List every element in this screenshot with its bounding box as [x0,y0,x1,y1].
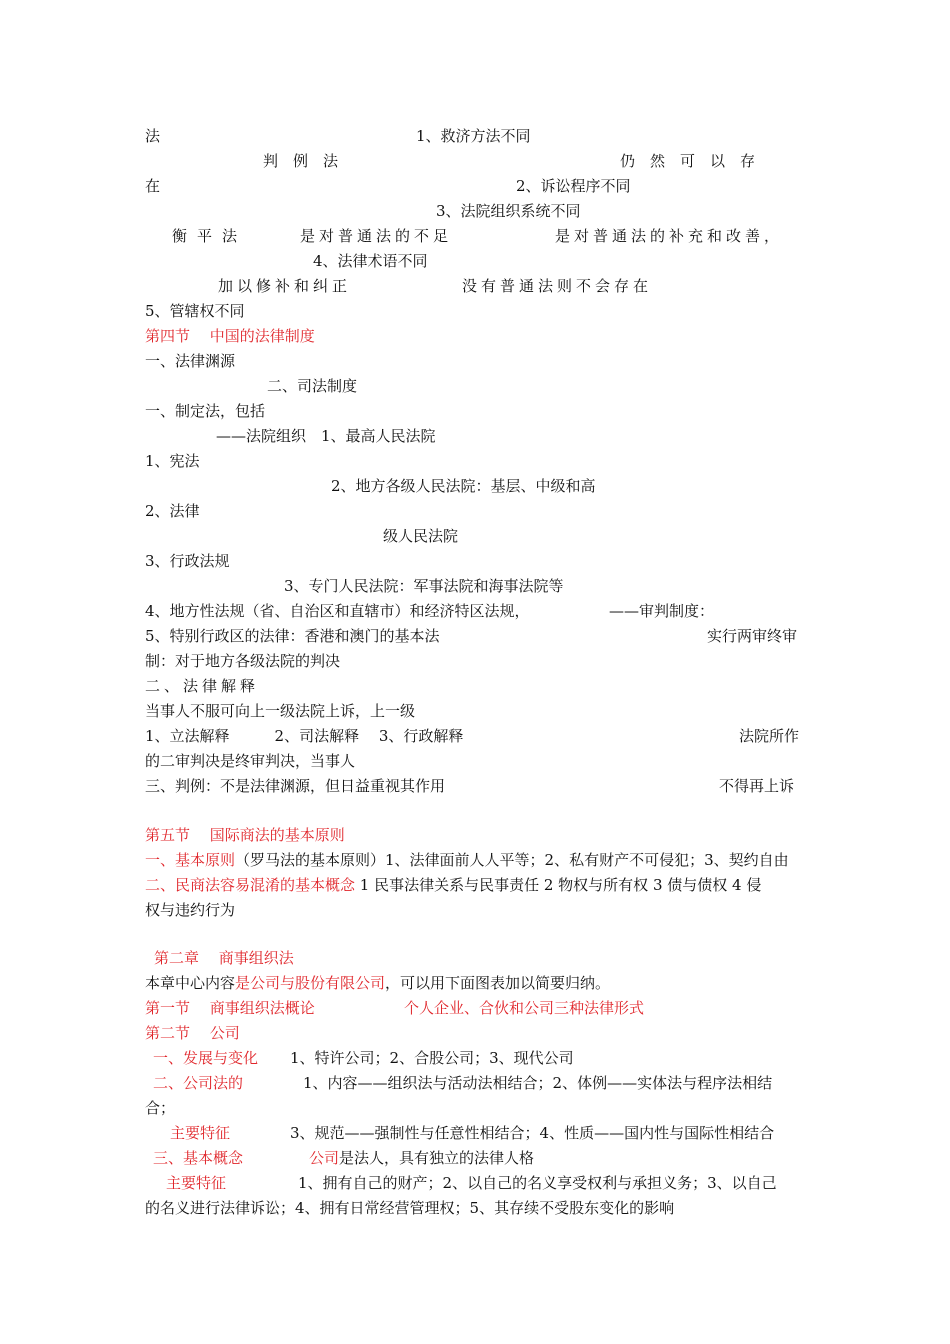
text-span: 公司 [309,1149,340,1167]
text-line: 2、诉讼程序不同 [516,177,631,195]
text-line: 主要特征 [166,1174,227,1192]
text-line: 个人企业、合伙和公司三种法律形式 [404,999,645,1017]
text-line: 1、宪法 [145,452,200,470]
text-line: 4、法律术语不同 [313,252,428,270]
text-span: 二、民商法容易混淆的基本概念 [145,876,356,894]
text-line: 法 [145,127,161,145]
text-span: 一、基本原则 [145,851,236,869]
text-line: 1、内容——组织法与活动法相结合；2、体例——实体法与程序法相结 [303,1074,773,1092]
text-span: （罗马法的基本原则）1、法律面前人人平等；2、私有财产不可侵犯；3、契约自由 [235,851,789,869]
section-heading: 第四节 中国的法律制度 [145,327,315,345]
text-line: 3、规范——强制性与任意性相结合；4、性质——国内性与国际性相结合 [290,1124,775,1142]
text-line: 二、司法制度 [267,377,358,395]
text-line: 当事人不服可向上一级法院上诉，上一级 [145,702,416,720]
text-line: 在 [145,177,161,195]
text-span: 1 民事法律关系与民事责任 2 物权与所有权 3 债与债权 4 侵 [355,876,762,894]
section-heading: 第二节 公司 [145,1024,240,1042]
text-line: 加以修补和纠正 [218,277,352,295]
text-line: 二、公司法的 [153,1074,244,1092]
text-line: 的二审判决是终审判决，当事人 [145,752,356,770]
text-line: 不得再上诉 [719,777,795,795]
text-span: ，可以用下面图表加以简要归纳。 [385,974,611,992]
text-line: ——法院组织 1、最高人民法院 [216,427,436,445]
chapter-heading: 第二章 商事组织法 [154,949,294,967]
text-line: 制：对于地方各级法院的判决 [145,652,341,670]
text-line: 3、法院组织系统不同 [436,202,581,220]
text-line: 1、救济方法不同 [416,127,531,145]
text-line [145,850,789,870]
text-line: 5、特别行政区的法律：香港和澳门的基本法 [145,627,440,645]
text-line: 仍 然 可 以 存 [620,152,756,170]
text-line: 法院所作 [739,727,800,745]
text-line: 2、地方各级人民法院：基层、中级和高 [331,477,596,495]
text-line: ——审判制度： [609,602,715,620]
text-line: 1、特许公司；2、合股公司；3、现代公司 [290,1049,574,1067]
text-line: 一、法律渊源 [145,352,236,370]
text-line: 三、基本概念 [153,1149,244,1167]
text-line: 5、管辖权不同 [145,302,245,320]
text-line: 3、专门人民法院：军事法院和海事法院等 [284,577,564,595]
text-line: 的名义进行法律诉讼；4、拥有日常经营管理权；5、其存续不受股东变化的影响 [145,1199,675,1217]
text-span: 是公司与股份有限公司 [235,974,386,992]
text-line: 三、判例：不是法律渊源，但日益重视其作用 [145,777,446,795]
section-heading: 第五节 国际商法的基本原则 [145,826,345,844]
text-line: 是对普通法的不足 [300,227,453,245]
section-heading: 第一节 商事组织法概论 [145,999,315,1017]
text-line: 1、立法解释 2、司法解释 3、行政解释 [145,727,464,745]
text-span: 本章中心内容 [145,974,236,992]
text-line: 二、法律解释 [145,677,260,695]
text-line [309,1148,534,1168]
text-line: 2、法律 [145,502,200,520]
text-line: 权与违约行为 [145,901,236,919]
text-line: 衡平法 [172,227,248,245]
text-line: 4、地方性法规（省、自治区和直辖市）和经济特区法规， [145,602,530,620]
text-line: 主要特征 [170,1124,231,1142]
text-line: 合； [145,1099,176,1117]
text-line: 判 例 法 [263,152,339,170]
text-span: 是法人，具有独立的法律人格 [339,1149,535,1167]
text-line: 级人民法院 [383,527,459,545]
text-line: 3、行政法规 [145,552,230,570]
text-line [145,973,610,993]
text-line [145,875,761,895]
text-line: 实行两审终审 [707,627,798,645]
text-line: 没有普通法则不会存在 [462,277,653,295]
text-line: 一、制定法，包括 [145,402,266,420]
text-line: 是对普通法的补充和改善， [555,227,784,245]
text-line: 一、发展与变化 [153,1049,259,1067]
text-line: 1、拥有自己的财产；2、以自己的名义享受权利与承担义务；3、以自己 [298,1174,777,1192]
